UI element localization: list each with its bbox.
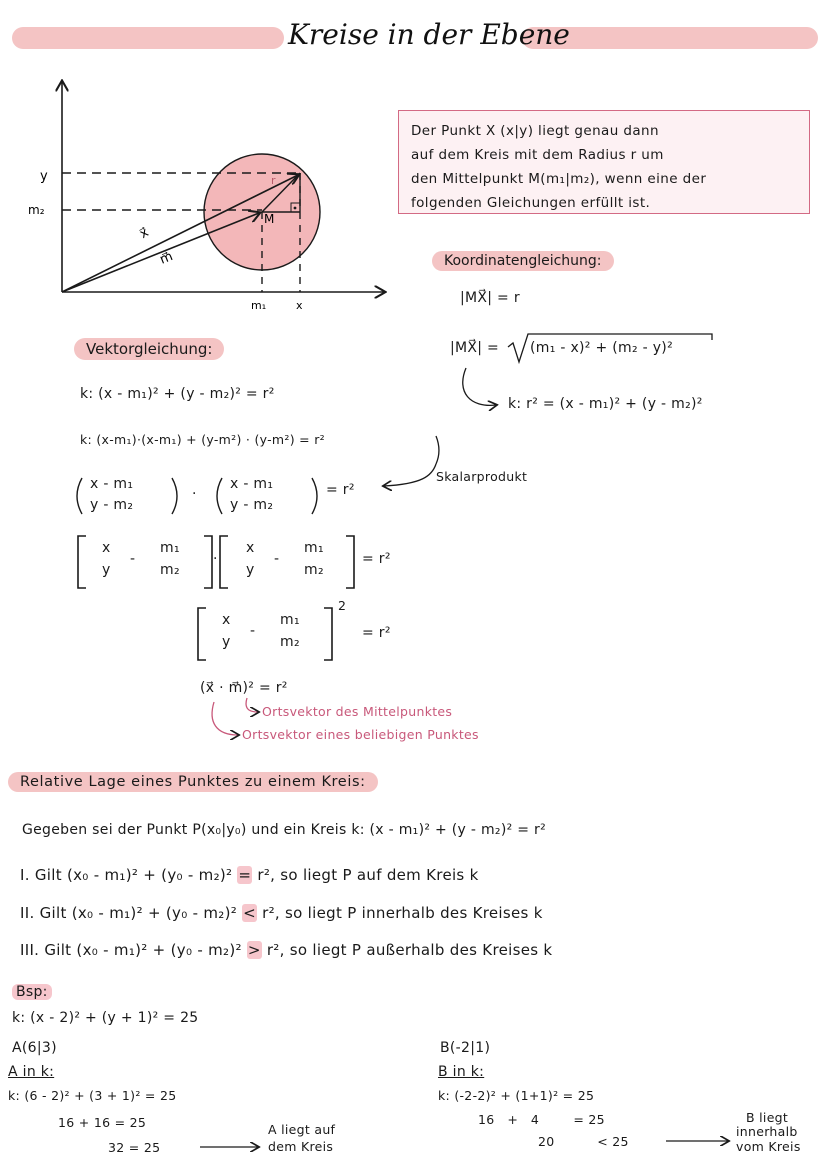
case-2: II. Gilt (x₀ - m₁)² + (y₀ - m₂)² < r², so liegt P innerhalb des Kreises k xyxy=(20,904,543,922)
point-b: B(-2|1) xyxy=(440,1040,491,1056)
b-note-2: innerhalb xyxy=(736,1124,798,1139)
vektor-heading: Vektorgleichung: xyxy=(74,338,224,360)
vec2-bottom: y - m₂ xyxy=(230,497,274,513)
label-y: y xyxy=(40,169,48,184)
b-heading: B in k: xyxy=(438,1064,485,1080)
label-m2: m₂ xyxy=(28,203,45,217)
r3-exp: 2 xyxy=(338,598,347,613)
r3-y: y xyxy=(222,634,231,650)
r3-rhs: = r² xyxy=(362,625,391,641)
label-vector-m: m⃗ xyxy=(157,249,176,268)
koordinaten-heading: Koordinatengleichung: xyxy=(432,251,614,271)
b-note-1: B liegt xyxy=(746,1110,789,1125)
a-line2: 16 + 16 = 25 xyxy=(58,1115,147,1130)
dot-op: · xyxy=(192,486,197,502)
relative-heading: Relative Lage eines Punktes zu einem Kreis: xyxy=(8,772,378,792)
a-heading: A in k: xyxy=(8,1064,55,1080)
koordinaten-eq1: |MX⃗| = r xyxy=(460,290,520,306)
label-x: x xyxy=(296,299,303,312)
r2-m2: m₂ xyxy=(160,562,180,578)
r2-rhs: = r² xyxy=(362,551,391,567)
r3-x: x xyxy=(222,612,231,628)
label-vector-x: x⃗ xyxy=(137,225,152,242)
koordinaten-eq3: k: r² = (x - m₁)² + (y - m₂)² xyxy=(508,396,703,412)
r2-m1b: m₁ xyxy=(304,540,324,556)
page-title: Kreise in der Ebene xyxy=(288,18,570,51)
label-r: r xyxy=(271,174,276,187)
example-circle: k: (x - 2)² + (y + 1)² = 25 xyxy=(12,1010,199,1026)
definition-line: den Mittelpunkt M(m₁|m₂), wenn eine der xyxy=(411,171,707,187)
r2-y: y xyxy=(102,562,111,578)
skalarprodukt-label: Skalarprodukt xyxy=(436,469,528,484)
vec-row1-rhs: = r² xyxy=(326,482,355,498)
r2-minus2: - xyxy=(274,551,280,567)
vec1-bottom: y - m₂ xyxy=(90,497,134,513)
r2-m1: m₁ xyxy=(160,540,180,556)
b-line2: 16 + 4 = 25 xyxy=(478,1112,605,1127)
vektor-eq6: (x⃗ · m⃗)² = r² xyxy=(200,680,288,696)
b-note-3: vom Kreis xyxy=(736,1139,801,1154)
a-line1: k: (6 - 2)² + (3 + 1)² = 25 xyxy=(8,1088,177,1103)
ortsvektor-punkt: Ortsvektor eines beliebigen Punktes xyxy=(242,727,479,742)
r3-m2: m₂ xyxy=(280,634,300,650)
a-line3: 32 = 25 xyxy=(108,1140,161,1155)
definition-box xyxy=(398,110,810,214)
vec1-top: x - m₁ xyxy=(90,476,134,492)
ortsvektor-mittelpunkt: Ortsvektor des Mittelpunktes xyxy=(262,704,453,719)
given-line: Gegeben sei der Punkt P(x₀|y₀) und ein Kreis k: (x - m₁)² + (y - m₂)² = r² xyxy=(22,822,546,838)
r3-m1: m₁ xyxy=(280,612,300,628)
r2-minus: - xyxy=(130,551,136,567)
point-a: A(6|3) xyxy=(12,1040,57,1056)
r3-minus: - xyxy=(250,623,256,639)
koordinaten-eq2-left: |MX⃗| = xyxy=(450,340,500,356)
definition-line: Der Punkt X (x|y) liegt genau dann xyxy=(411,123,659,139)
definition-line: auf dem Kreis mit dem Radius r um xyxy=(411,147,664,163)
r2-x2: x xyxy=(246,540,255,556)
b-line1: k: (-2-2)² + (1+1)² = 25 xyxy=(438,1088,595,1103)
definition-line: folgenden Gleichungen erfüllt ist. xyxy=(411,195,651,211)
example-label: Bsp: xyxy=(12,984,52,1000)
a-note-2: dem Kreis xyxy=(268,1139,334,1154)
a-note-1: A liegt auf xyxy=(268,1122,336,1137)
b-line3: 20 < 25 xyxy=(538,1134,629,1149)
case-3: III. Gilt (x₀ - m₁)² + (y₀ - m₂)² > r², so liegt P außerhalb des Kreises k xyxy=(20,941,553,959)
r2-x: x xyxy=(102,540,111,556)
label-m1: m₁ xyxy=(251,299,267,312)
label-M: M xyxy=(264,212,275,226)
r2-dot: · xyxy=(213,551,218,567)
vektor-eq2: k: (x-m₁)·(x-m₁) + (y-m²) · (y-m²) = r² xyxy=(80,432,325,447)
vektor-eq1: k: (x - m₁)² + (y - m₂)² = r² xyxy=(80,386,275,402)
r2-m2b: m₂ xyxy=(304,562,324,578)
koordinaten-eq2-root: (m₁ - x)² + (m₂ - y)² xyxy=(530,340,673,356)
vec2-top: x - m₁ xyxy=(230,476,274,492)
r2-y2: y xyxy=(246,562,255,578)
case-1: I. Gilt (x₀ - m₁)² + (y₀ - m₂)² = r², so liegt P auf dem Kreis k xyxy=(20,866,479,884)
